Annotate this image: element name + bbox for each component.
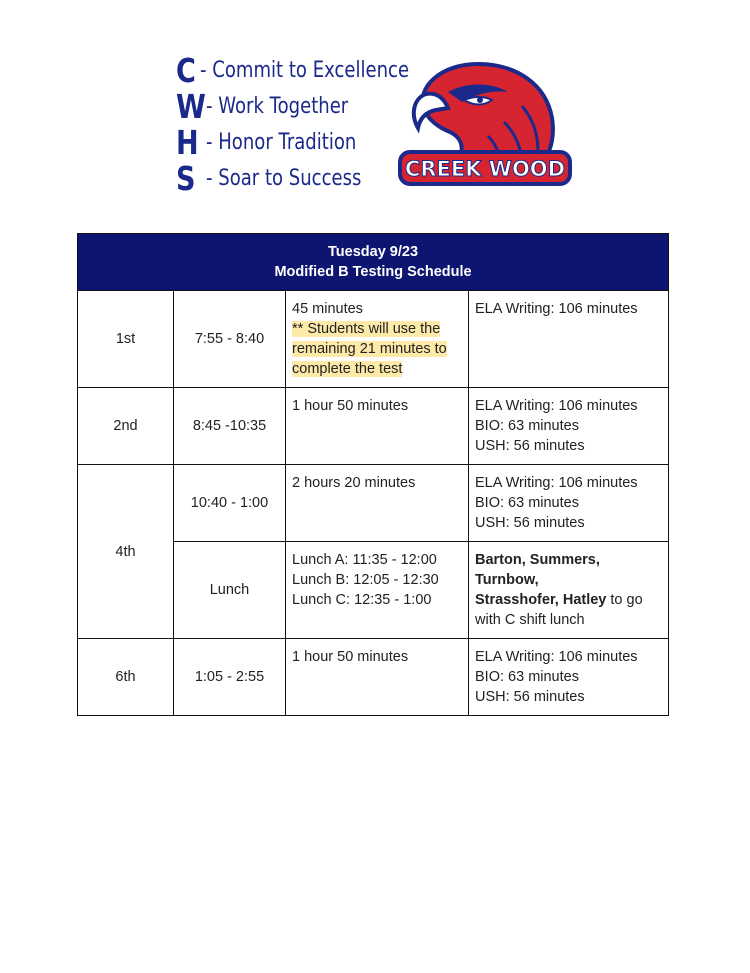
test-line: ELA Writing: 106 minutes xyxy=(475,475,638,491)
test-line: ELA Writing: 106 minutes xyxy=(475,301,638,317)
lunch-line: Lunch A: 11:35 - 12:00 xyxy=(292,552,437,568)
tests-cell xyxy=(469,465,669,542)
schedule-header xyxy=(78,234,669,291)
motto-row xyxy=(176,124,406,160)
logo-wordmark: CREEK WOOD xyxy=(404,157,566,181)
table-header-row xyxy=(78,234,669,291)
time-cell: 1:05 - 2:55 xyxy=(174,639,286,716)
lunch-line: Lunch B: 12:05 - 12:30 xyxy=(292,572,439,588)
motto-row xyxy=(176,88,406,124)
lunch-note-line xyxy=(475,590,662,610)
test-line: USH: 56 minutes xyxy=(475,515,585,531)
time-cell: 8:45 -10:35 xyxy=(174,388,286,465)
duration-cell: 1 hour 50 minutes xyxy=(286,388,469,465)
duration-cell: 1 hour 50 minutes xyxy=(286,639,469,716)
tests-cell xyxy=(469,291,669,388)
table-row xyxy=(78,639,669,716)
period-cell: 2nd xyxy=(78,388,174,465)
lunch-note-cell xyxy=(469,542,669,639)
test-line: BIO: 63 minutes xyxy=(475,669,579,685)
motto-letter: W xyxy=(176,86,206,126)
period-cell: 6th xyxy=(78,639,174,716)
testing-schedule-table xyxy=(77,233,669,716)
motto-letter: S xyxy=(176,158,196,198)
test-line: ELA Writing: 106 minutes xyxy=(475,649,638,665)
table-row xyxy=(78,388,669,465)
highlighted-note: ** Students will use the remaining 21 minutes to complete the test xyxy=(292,321,447,377)
period-cell: 1st xyxy=(78,291,174,388)
lunch-times-cell xyxy=(286,542,469,639)
test-line: ELA Writing: 106 minutes xyxy=(475,398,638,414)
lunch-line: Lunch C: 12:35 - 1:00 xyxy=(292,592,432,608)
note-text: to go xyxy=(606,592,643,608)
motto-text: - Work Together xyxy=(206,93,349,119)
test-line: BIO: 63 minutes xyxy=(475,418,579,434)
lunch-label-cell: Lunch xyxy=(174,542,286,639)
motto-text: - Soar to Success xyxy=(206,165,362,191)
time-cell: 10:40 - 1:00 xyxy=(174,465,286,542)
test-line: BIO: 63 minutes xyxy=(475,495,579,511)
motto-text: - Commit to Excellence xyxy=(200,57,410,83)
table-row xyxy=(78,291,669,388)
test-line: USH: 56 minutes xyxy=(475,438,585,454)
duration-cell xyxy=(286,291,469,388)
motto-text: - Honor Tradition xyxy=(206,129,357,155)
schedule-date: Tuesday 9/23 xyxy=(328,244,419,260)
duration-text: 45 minutes xyxy=(292,301,363,317)
teacher-names: Strasshofer, Hatley xyxy=(475,592,607,608)
test-line: USH: 56 minutes xyxy=(475,689,585,705)
motto-letter: H xyxy=(176,122,199,162)
creek-wood-hawk-logo xyxy=(396,52,576,192)
schedule-subtitle: Modified B Testing Schedule xyxy=(274,264,472,280)
school-motto xyxy=(176,50,410,198)
time-cell: 7:55 - 8:40 xyxy=(174,291,286,388)
lunch-note-line xyxy=(475,550,662,590)
note-text: with C shift lunch xyxy=(475,612,585,628)
tests-cell xyxy=(469,639,669,716)
duration-cell: 2 hours 20 minutes xyxy=(286,465,469,542)
motto-row xyxy=(176,50,410,90)
motto-letter: C xyxy=(176,50,196,90)
period-cell: 4th xyxy=(78,465,174,639)
table-row xyxy=(78,465,669,542)
tests-cell xyxy=(469,388,669,465)
teacher-names: Barton, Summers, Turnbow, xyxy=(475,552,600,588)
motto-row xyxy=(176,160,406,196)
